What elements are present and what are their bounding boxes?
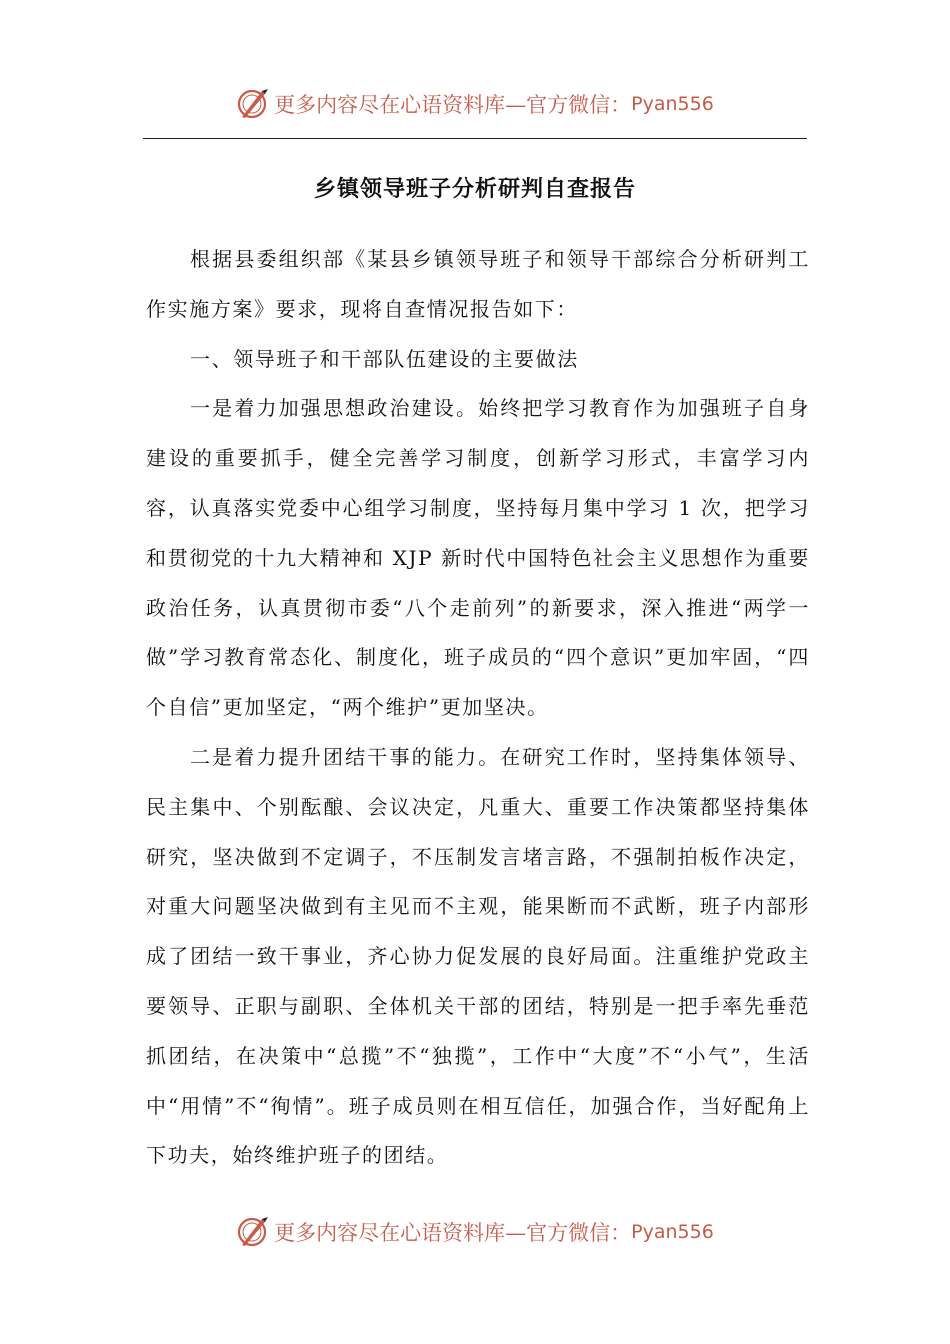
header-divider (143, 138, 807, 139)
header-watermark (0, 84, 950, 124)
footer-watermark-text: 更多内容尽在心语资料库—官方微信： (274, 1221, 632, 1245)
quill-pen-circle-icon (236, 1215, 270, 1249)
paragraph-intro: 根据县委组织部《某县乡镇领导班子和领导干部综合分析研判工作实施方案》要求，现将自查情况报告如下： (146, 247, 810, 321)
footer-watermark (0, 1212, 950, 1252)
quill-pen-circle-icon (236, 87, 270, 121)
header-watermark-text: 更多内容尽在心语资料库—官方微信： (274, 93, 632, 117)
paragraph-political: 一是着力加强思想政治建设。始终把学习教育作为加强班子自身建设的重要抓手，健全完善学习制度，创新学习形式，丰富学习内容，认真落实党委中心组学习制度，坚持每月集中学习 1 次，把学习和贯彻党的十九大精神和 XJP 新时代中国特色社会主义思想作为重要政治任务，认真贯彻市委“八个走前列”的新要求，深入推进“两学一做”学习教育常态化、制度化，班子成员的“四个意识”更加牢固，“四个自信”更加坚定，“两个维护”更加坚决。 (146, 396, 810, 720)
document-body (146, 235, 810, 1181)
section-heading: 一、领导班子和干部队伍建设的主要做法 (190, 346, 579, 371)
header-watermark-id: Pyan556 (631, 93, 714, 115)
paragraph-unity: 二是着力提升团结干事的能力。在研究工作时，坚持集体领导、民主集中、个别酝酿、会议决定，凡重大、重要工作决策都坚持集体研究，坚决做到不定调子，不压制发言堵言路，不强制拍板作决定，对重大问题坚决做到有主见而不主观，能果断而不武断，班子内部形成了团结一致干事业，齐心协力促发展的良好局面。注重维护党政主要领导、正职与副职、全体机关干部的团结，特别是一把手率先垂范抓团结，在决策中“总揽”不“独揽”，工作中“大度”不“小气”，生活中“用情”不“徇情”。班子成员则在相互信任，加强合作，当好配角上下功夫，始终维护班子的团结。 (146, 744, 810, 1168)
footer-watermark-id: Pyan556 (631, 1221, 714, 1243)
document-title: 乡镇领导班子分析研判自查报告 (313, 177, 636, 202)
